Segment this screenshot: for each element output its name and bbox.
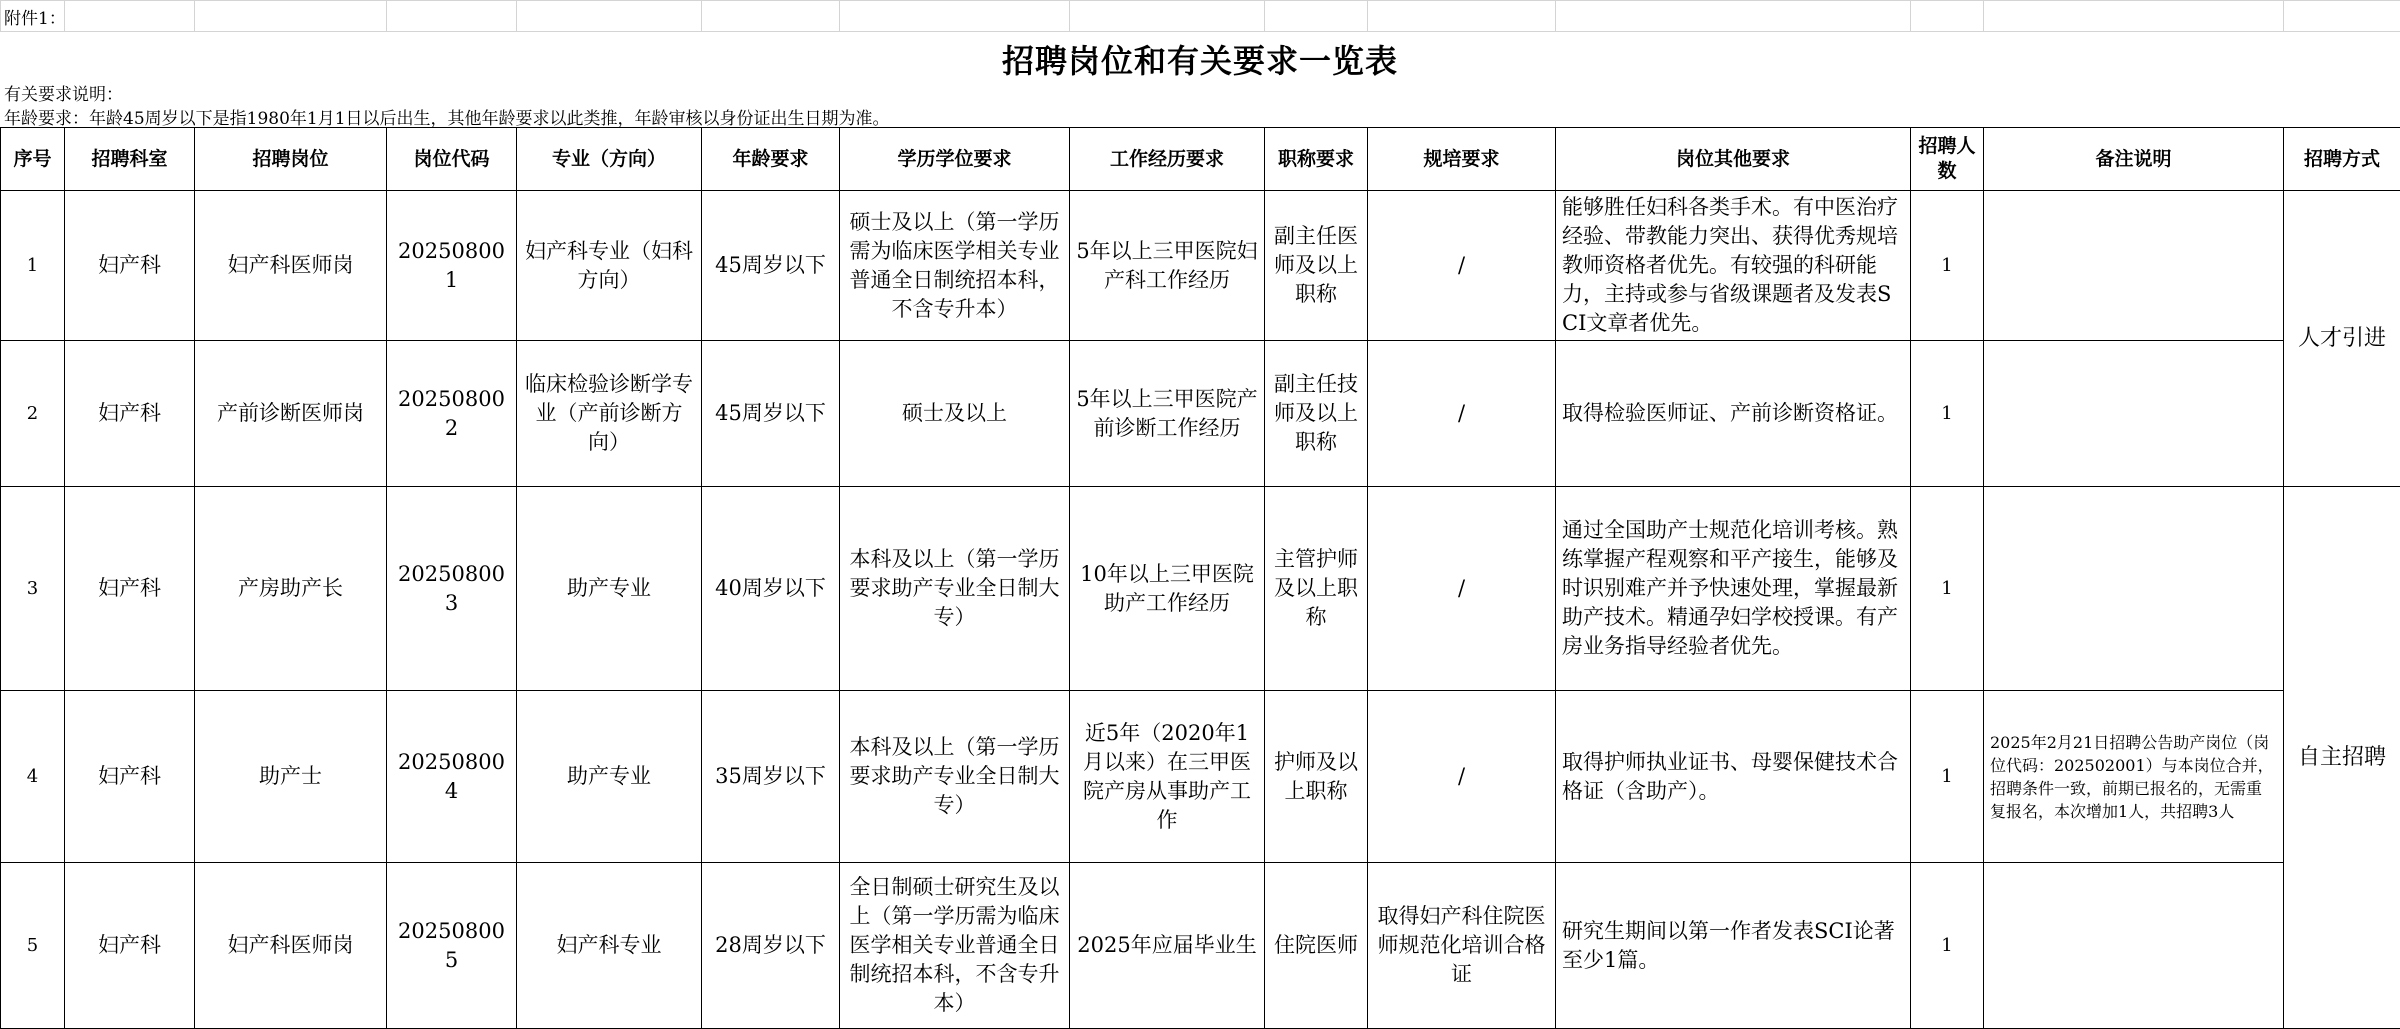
- cell-exp: 10年以上三甲医院助产工作经历: [1070, 487, 1265, 691]
- cell-training: /: [1368, 191, 1556, 341]
- col-header: 序号: [1, 128, 65, 191]
- col-header: 招聘人数: [1911, 128, 1984, 191]
- cell-age: 40周岁以下: [702, 487, 840, 691]
- col-header: 岗位代码: [387, 128, 517, 191]
- cell-note: [1984, 191, 2284, 341]
- cell-edu: 全日制硕士研究生及以上（第一学历需为临床医学相关专业普通全日制统招本科，不含专升本）: [840, 863, 1070, 1029]
- cell-title: 主管护师及以上职称: [1265, 487, 1368, 691]
- cell-other: 能够胜任妇科各类手术。有中医治疗经验、带教能力突出、获得优秀规培教师资格者优先。有较强的科研能力，主持或参与省级课题者及发表SCI文章者优先。: [1556, 191, 1911, 341]
- cell-age: 28周岁以下: [702, 863, 840, 1029]
- attachment-label: 附件1：: [4, 4, 66, 29]
- requirements-age: 年龄要求：年龄45周岁以下是指1980年1月1日以后出生，其他年龄要求以此类推，年龄审核以身份证出生日期为准。: [4, 104, 890, 129]
- cell-note: [1984, 341, 2284, 487]
- cell-recruit-mode: 人才引进: [2284, 191, 2400, 487]
- cell-count: 1: [1911, 691, 1984, 863]
- cell-major: 妇产科专业: [517, 863, 702, 1029]
- table-row: [1, 191, 2400, 341]
- cell-training: /: [1368, 487, 1556, 691]
- cell-exp: 2025年应届毕业生: [1070, 863, 1265, 1029]
- cell-age: 35周岁以下: [702, 691, 840, 863]
- cell-post: 妇产科医师岗: [195, 863, 387, 1029]
- cell-count: 1: [1911, 341, 1984, 487]
- table-row: [1, 341, 2400, 487]
- cell-note: [1984, 487, 2284, 691]
- cell-edu: 本科及以上（第一学历要求助产专业全日制大专）: [840, 691, 1070, 863]
- cell-post: 产房助产长: [195, 487, 387, 691]
- page-title: 招聘岗位和有关要求一览表: [0, 36, 2400, 82]
- cell-no: 5: [1, 863, 65, 1029]
- cell-post: 产前诊断医师岗: [195, 341, 387, 487]
- cell-training: /: [1368, 691, 1556, 863]
- cell-other: 研究生期间以第一作者发表SCI论著至少1篇。: [1556, 863, 1911, 1029]
- cell-code: 202508003: [387, 487, 517, 691]
- cell-code: 202508001: [387, 191, 517, 341]
- cell-title: 副主任医师及以上职称: [1265, 191, 1368, 341]
- cell-title: 副主任技师及以上职称: [1265, 341, 1368, 487]
- cell-training: /: [1368, 341, 1556, 487]
- cell-code: 202508002: [387, 341, 517, 487]
- col-header: 规培要求: [1368, 128, 1556, 191]
- cell-dept: 妇产科: [65, 691, 195, 863]
- cell-note: 2025年2月21日招聘公告助产岗位（岗位代码：202502001）与本岗位合并，招聘条件一致，前期已报名的，无需重复报名，本次增加1人，共招聘3人: [1984, 691, 2284, 863]
- cell-title: 护师及以上职称: [1265, 691, 1368, 863]
- table-row: [1, 691, 2400, 863]
- col-header: 岗位其他要求: [1556, 128, 1911, 191]
- requirements-heading: 有关要求说明：: [4, 80, 123, 105]
- cell-no: 3: [1, 487, 65, 691]
- cell-dept: 妇产科: [65, 191, 195, 341]
- cell-exp: 5年以上三甲医院产前诊断工作经历: [1070, 341, 1265, 487]
- cell-age: 45周岁以下: [702, 191, 840, 341]
- cell-post: 妇产科医师岗: [195, 191, 387, 341]
- table-row: [1, 863, 2400, 1029]
- cell-title: 住院医师: [1265, 863, 1368, 1029]
- cell-edu: 硕士及以上: [840, 341, 1070, 487]
- cell-code: 202508004: [387, 691, 517, 863]
- cell-other: 通过全国助产士规范化培训考核。熟练掌握产程观察和平产接生，能够及时识别难产并予快速处理，掌握最新助产技术。精通孕妇学校授课。有产房业务指导经验者优先。: [1556, 487, 1911, 691]
- table-header-row: [1, 128, 2400, 191]
- col-header: 招聘科室: [65, 128, 195, 191]
- cell-dept: 妇产科: [65, 341, 195, 487]
- cell-major: 助产专业: [517, 691, 702, 863]
- cell-recruit-mode: 自主招聘: [2284, 487, 2400, 1029]
- cell-edu: 硕士及以上（第一学历需为临床医学相关专业普通全日制统招本科，不含专升本）: [840, 191, 1070, 341]
- cell-major: 助产专业: [517, 487, 702, 691]
- cell-other: 取得护师执业证书、母婴保健技术合格证（含助产）。: [1556, 691, 1911, 863]
- cell-exp: 5年以上三甲医院妇产科工作经历: [1070, 191, 1265, 341]
- cell-no: 4: [1, 691, 65, 863]
- cell-count: 1: [1911, 863, 1984, 1029]
- cell-age: 45周岁以下: [702, 341, 840, 487]
- cell-edu: 本科及以上（第一学历要求助产专业全日制大专）: [840, 487, 1070, 691]
- cell-no: 2: [1, 341, 65, 487]
- col-header: 工作经历要求: [1070, 128, 1265, 191]
- cell-major: 妇产科专业（妇科方向）: [517, 191, 702, 341]
- col-header: 招聘岗位: [195, 128, 387, 191]
- cell-major: 临床检验诊断学专业（产前诊断方向）: [517, 341, 702, 487]
- cell-code: 202508005: [387, 863, 517, 1029]
- cell-count: 1: [1911, 487, 1984, 691]
- cell-training: 取得妇产科住院医师规范化培训合格证: [1368, 863, 1556, 1029]
- cell-exp: 近5年（2020年1月以来）在三甲医院产房从事助产工作: [1070, 691, 1265, 863]
- recruitment-table: [0, 127, 2400, 1029]
- col-header: 专业（方向）: [517, 128, 702, 191]
- col-header: 年龄要求: [702, 128, 840, 191]
- cell-no: 1: [1, 191, 65, 341]
- cell-dept: 妇产科: [65, 863, 195, 1029]
- cell-note: [1984, 863, 2284, 1029]
- sheet-gridlines: [0, 0, 2400, 32]
- cell-dept: 妇产科: [65, 487, 195, 691]
- col-header: 学历学位要求: [840, 128, 1070, 191]
- col-header: 职称要求: [1265, 128, 1368, 191]
- cell-post: 助产士: [195, 691, 387, 863]
- cell-count: 1: [1911, 191, 1984, 341]
- col-header: 招聘方式: [2284, 128, 2400, 191]
- cell-other: 取得检验医师证、产前诊断资格证。: [1556, 341, 1911, 487]
- col-header: 备注说明: [1984, 128, 2284, 191]
- table-row: [1, 487, 2400, 691]
